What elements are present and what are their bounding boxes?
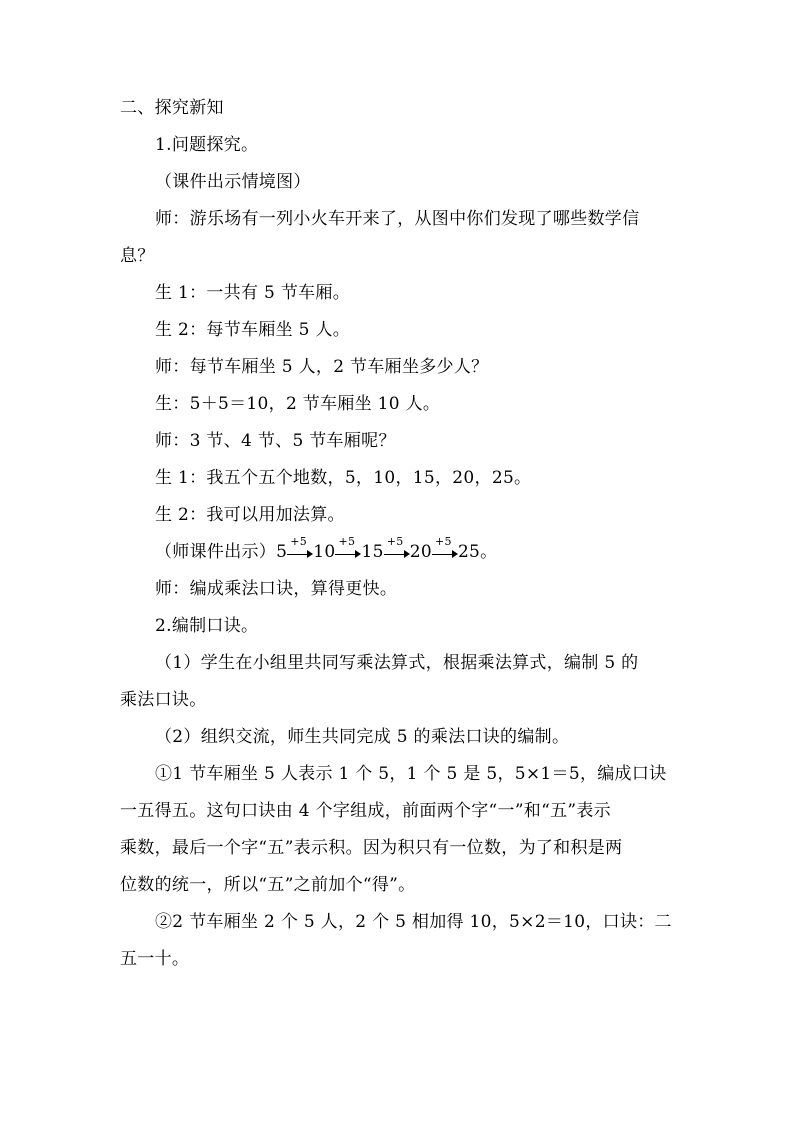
subsection-heading: 1.问题探究。	[155, 135, 259, 155]
paragraph-line: （2）组织交流，师生共同完成 5 的乘法口诀的编制。	[155, 727, 570, 747]
paragraph-line: 生 1：我五个五个地数，5，10，15，20，25。	[155, 468, 532, 488]
paragraph-line: 五一十。	[120, 949, 190, 969]
paragraph-line: （1）学生在小组里共同写乘法算式，根据乘法算式，编制 5 的	[155, 653, 639, 673]
paragraph-line: 师：编成乘法口诀，算得更快。	[155, 579, 398, 599]
paragraph-line: （课件出示情境图）	[155, 172, 311, 192]
paragraph-line: 一五得五。这句口诀由 4 个字组成，前面两个字“一”和“五”表示	[120, 801, 611, 821]
paragraph-line: ①1 节车厢坐 5 人表示 1 个 5，1 个 5 是 5，5×1＝5，编成口诀	[155, 764, 667, 784]
sequence-number: 5	[276, 542, 288, 562]
sequence-number: 25	[457, 542, 481, 562]
addition-sequence	[155, 535, 498, 564]
paragraph-line: 息？	[120, 246, 155, 266]
paragraph-line: 师：每节车厢坐 5 人，2 节车厢坐多少人？	[155, 357, 489, 377]
sequence-number: 10	[313, 542, 336, 562]
paragraph-line: 生 2：我可以用加法算。	[155, 505, 345, 525]
paragraph-line: 生 1：一共有 5 节车厢。	[155, 283, 351, 303]
section-heading: 二、探究新知	[120, 98, 224, 118]
sequence-number: 15	[361, 542, 384, 562]
sequence-prefix: （师课件出示）	[155, 542, 277, 562]
paragraph-line: 乘数，最后一个字“五”表示积。因为积只有一位数，为了和积是两	[120, 838, 623, 858]
paragraph-line: 师：3 节、4 节、5 节车厢呢？	[155, 431, 396, 451]
sequence-suffix: 。	[480, 542, 498, 562]
step-label: +5	[434, 535, 452, 548]
subsection-heading: 2.编制口诀。	[155, 616, 259, 636]
paragraph-line: 生：5＋5＝10，2 节车厢坐 10 人。	[155, 394, 441, 414]
arrow-icon	[432, 535, 458, 564]
sequence-number: 20	[409, 542, 432, 562]
arrow-icon	[335, 535, 361, 564]
paragraph-line: ②2 节车厢坐 2 个 5 人，2 个 5 相加得 10，5×2＝10，口诀：二	[155, 912, 672, 932]
step-label: +5	[290, 535, 308, 548]
step-label: +5	[386, 535, 404, 548]
paragraph-line: 位数的统一，所以“五”之前加个“得”。	[120, 875, 416, 895]
arrow-icon	[287, 535, 313, 564]
arrow-icon	[384, 535, 410, 564]
paragraph-line: 生 2：每节车厢坐 5 人。	[155, 320, 351, 340]
paragraph-line: 师：游乐场有一列小火车开来了，从图中你们发现了哪些数学信	[155, 209, 640, 229]
paragraph-line: 乘法口诀。	[120, 690, 207, 710]
step-label: +5	[338, 535, 356, 548]
